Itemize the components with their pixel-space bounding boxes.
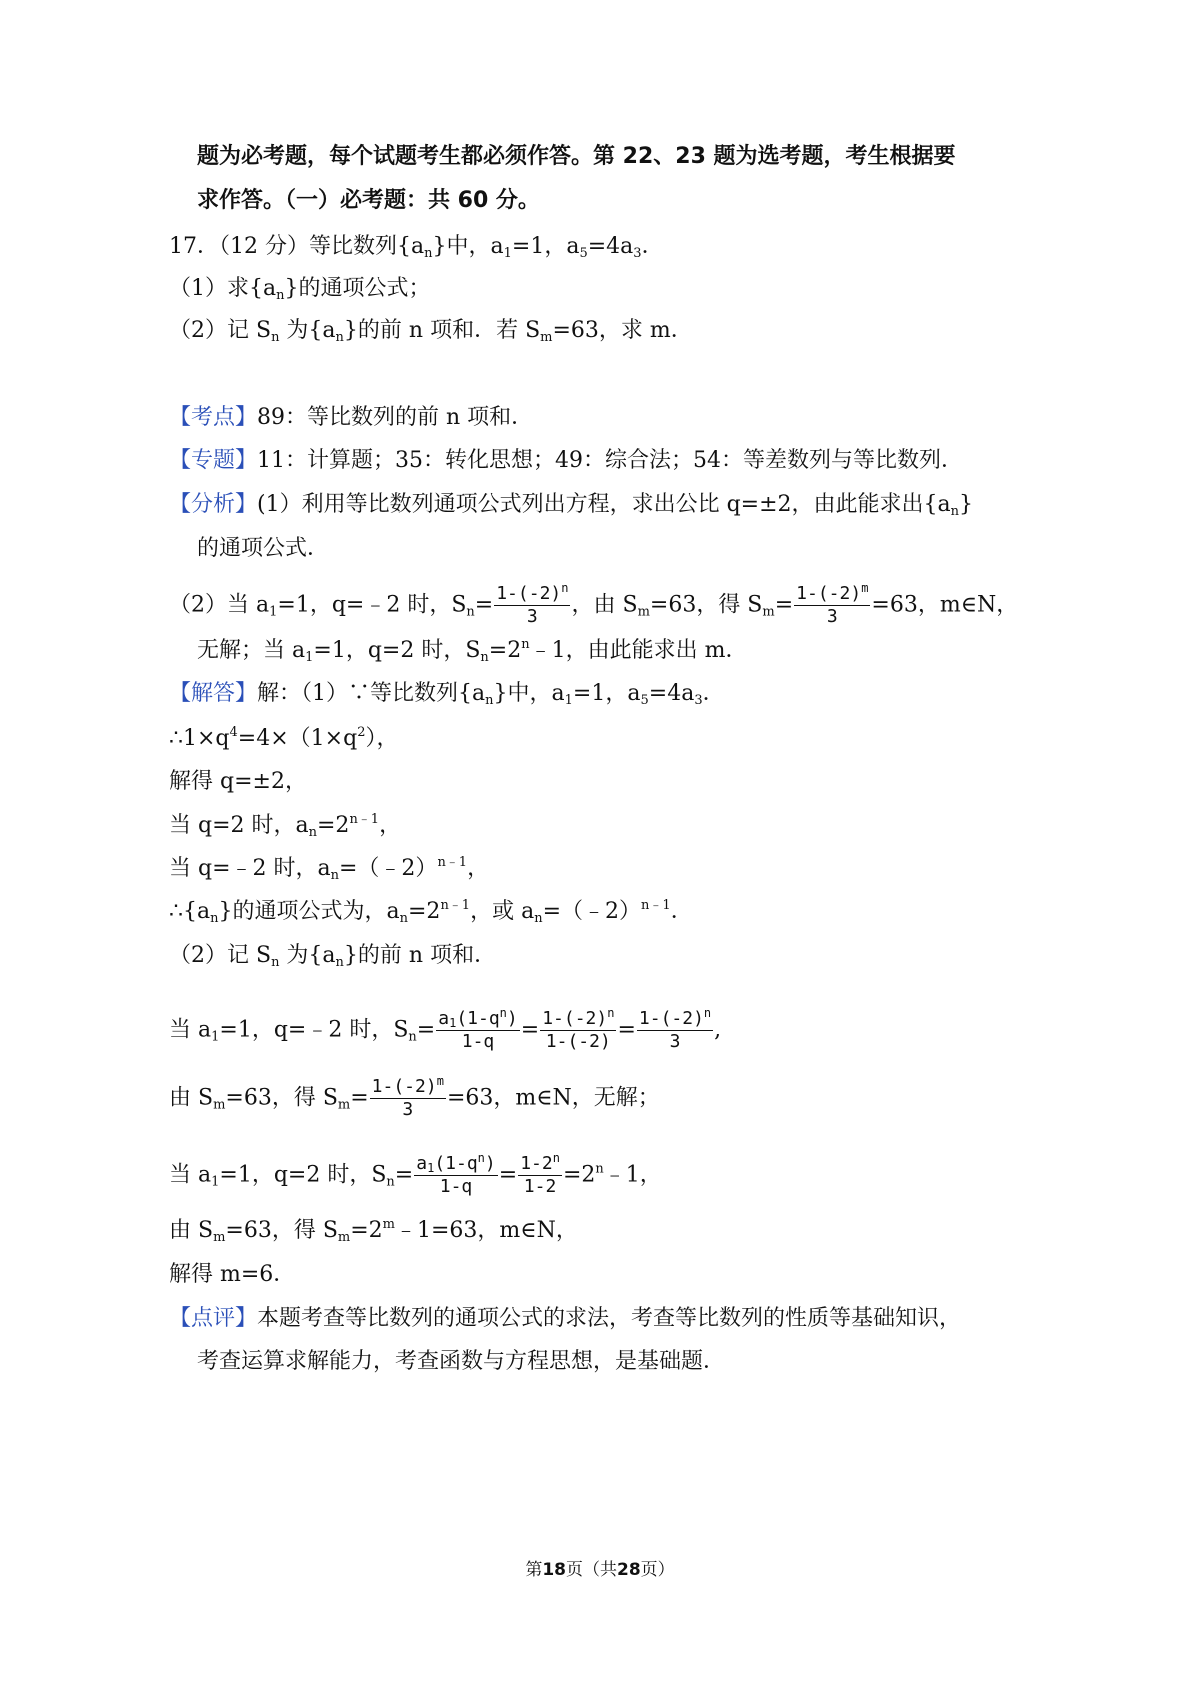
- page-total: 28: [617, 1560, 641, 1580]
- problem-stem: 17．（12 分）等比数列$\{a_n\}$中，$a_1=1$，$a_5=4a_3$．: [169, 234, 664, 261]
- fraction-sm-b: $\frac{1-(-2)^m}{3}$: [371, 1074, 444, 1120]
- fenxi-line-4: 无解；当 $a_1=1$，q=2 时，$S_n=2^n﹣1$，由此能求出 m．: [197, 637, 748, 665]
- fenxi-line-1: 【分析】(1）利用等比数列通项公式列出方程，求出公比 q=±2，由此能求出$\{a_n\}$: [169, 492, 974, 519]
- kaodian-line: 【考点】89：等比数列的前 n 项和．: [169, 405, 534, 430]
- fenxi-line-3: （2）当 $a_1=1$，q=﹣2 时，$S_n=$ $\frac{1-(-2)^n}{3}$ ，由 $S_m=63$，得 $S_m=$ $\frac{1-(-2)^m}{3}$ =63，m∈N，: [169, 581, 1019, 627]
- jieda-line-1: 【解答】解：（1）∵等比数列$\{a_n\}$中，$a_1=1$，$a_5=4a_3$．: [169, 681, 725, 708]
- jieda-line-7: （2）记 $S_n$ 为$\{a_n\}$的前 n 项和．: [169, 943, 497, 970]
- kaodian-tag: 【考点】: [169, 405, 258, 430]
- fraction-sm-a: $\frac{1-(-2)^m}{3}$: [796, 581, 869, 627]
- fenxi-tag: 【分析】: [169, 492, 258, 517]
- intro-line-2: 求作答。（一）必考题：共 60 分。: [197, 188, 540, 213]
- problem-part-1: （1）求$\{a_n\}$的通项公式；: [169, 276, 431, 303]
- fraction-sum-formula-3: $\frac{1-(-2)^n}{3}$: [638, 1006, 712, 1052]
- fraction-sum-formula-1: $\frac{a_1(1-q^n)}{1-q}$: [438, 1006, 518, 1052]
- jieda-line-4: 当 q=2 时，$a_n=2^{n﹣1}$，: [169, 812, 402, 840]
- jieda-line-3: 解得 q=±2，: [169, 769, 307, 794]
- fraction-sum-formula-4: $\frac{a_1(1-q^n)}{1-q}$: [416, 1151, 496, 1197]
- dianping-line-1: 【点评】本题考查等比数列的通项公式的求法，考查等比数列的性质等基础知识，: [169, 1306, 962, 1331]
- dianping-line-2: 考查运算求解能力，考查函数与方程思想，是基础题．: [197, 1349, 726, 1374]
- jieda-line-8: 当 $a_1=1$，q=﹣2 时，$S_n=$ $\frac{a_1(1-q^n)}{1-q}$ = $\frac{1-(-2)^n}{1-(-2)}$ = $\frac{1-(-2)^n}{3}$ ,: [169, 1006, 722, 1052]
- page-number: 18: [542, 1560, 566, 1580]
- problem-part-2: （2）记 $S_n$ 为$\{a_n\}$的前 n 项和．若 $S_m=63$，求 m．: [169, 318, 693, 345]
- page-footer: 第18页（共28页）: [525, 1560, 675, 1580]
- zhuanti-tag: 【专题】: [169, 448, 258, 473]
- jieda-line-6: $\therefore\{a_n\}$的通项公式为，$a_n=2^{n﹣1}$，或 $a_n=(﹣2)^{n﹣1}$．: [169, 898, 693, 926]
- fraction-sn-a: $\frac{1-(-2)^n}{3}$: [496, 581, 569, 627]
- jieda-line-12: 解得 m=6．: [169, 1262, 296, 1287]
- jieda-line-10: 当 $a_1=1$，q=2 时，$S_n=$ $\frac{a_1(1-q^n)}{1-q}$ = $\frac{1-2^n}{1-2}$ $=2^n﹣1$，: [169, 1151, 662, 1197]
- jieda-line-2: $\therefore 1\times q^4=4\times(1\times q^2)$，: [169, 725, 399, 751]
- jieda-line-5: 当 q=﹣2 时，$a_n=(﹣2)^{n﹣1}$，: [169, 855, 490, 883]
- zhuanti-line: 【专题】11：计算题；35：转化思想；49：综合法；54：等差数列与等比数列．: [169, 448, 963, 473]
- jieda-tag: 【解答】: [169, 681, 258, 706]
- fenxi-line-2: 的通项公式．: [197, 536, 330, 561]
- dianping-tag: 【点评】: [169, 1306, 258, 1331]
- fraction-sum-formula-5: $\frac{1-2^n}{1-2}$: [520, 1151, 560, 1197]
- jieda-line-11: 由 $S_m=63$，得 $S_m=2^m﹣1=63$，m∈N，: [169, 1217, 578, 1245]
- jieda-line-9: 由 $S_m=63$，得 $S_m=$ $\frac{1-(-2)^m}{3}$ =63，m∈N，无解；: [169, 1074, 660, 1120]
- intro-line-1: 题为必考题，每个试题考生都必须作答。第 22、23 题为选考题，考生根据要: [197, 144, 956, 169]
- fraction-sum-formula-2: $\frac{1-(-2)^n}{1-(-2)}$: [542, 1006, 615, 1052]
